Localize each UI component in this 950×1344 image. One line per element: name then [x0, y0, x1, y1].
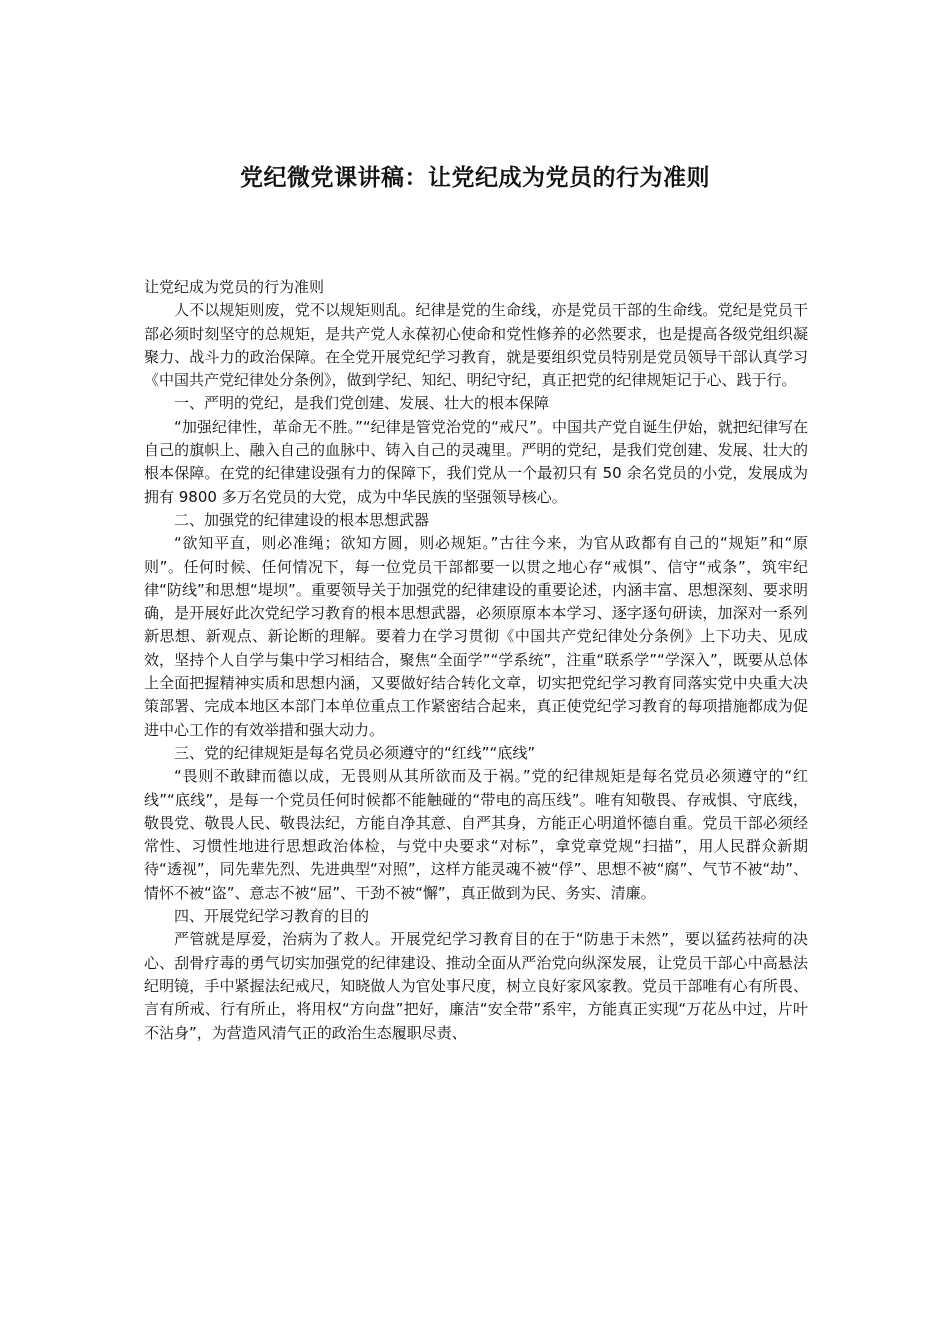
section-heading-3: 三、党的纪律规矩是每名党员必须遵守的“红线”“底线”: [174, 743, 536, 762]
paragraph-section-3: “畏则不敢肆而德以成，无畏则从其所欲而及于祸。”党的纪律规矩是每名党员必须遵守的“红线”“底线”，是每一个党员任何时候都不能触碰的“带电的高压线”。唯有知敬畏、存戒惧、守底线，敬畏党、敬畏人民、敬畏法纪，方能自净其意、自严其身，方能正心明道怀德自重。党员干部必须经常性、习惯性地进行思想政治体检，与党中央要求“对标”，拿党章党规“扫描”，用人民群众新期待“透视”，同先辈先烈、先进典型“对照”，这样方能灵魂不被“俘”、思想不被“腐”、气节不被“劫”、情怀不被“盗”、意志不被“屈”、干劲不被“懈”，真正做到为民、务实、清廉。: [144, 767, 808, 902]
document-title: 党纪微党课讲稿：让党纪成为党员的行为准则: [240, 165, 710, 191]
document-body: [144, 276, 808, 1045]
document-subtitle: 让党纪成为党员的行为准则: [144, 278, 325, 296]
section-heading-1: 一、严明的党纪，是我们党创建、发展、壮大的根本保障: [174, 394, 550, 413]
paragraph-section-1: “加强纪律性，革命无不胜。”“纪律是管党治党的“戒尺”。中国共产党自诞生伊始，就把纪律写在自己的旗帜上、融入自己的血脉中、铸入自己的灵魂里。严明的党纪，是我们党创建、发展、壮大的根本保障。在党的纪律建设强有力的保障下，我们党从一个最初只有 50 余名党员的小党，发展成为拥有 9800 多万名党员的大党，成为中华民族的坚强领导核心。: [144, 417, 808, 506]
section-heading-2: 二、加强党的纪律建设的根本思想武器: [174, 510, 430, 529]
section-heading-4: 四、开展党纪学习教育的目的: [174, 907, 370, 926]
paragraph-section-4: 严管就是厚爱，治病为了救人。开展党纪学习教育目的在于“防患于未然”，要以猛药祛疴的决心、刮骨疗毒的勇气切实加强党的纪律建设、推动全面从严治党向纵深发展，让党员干部心中高悬法纪明镜，手中紧握法纪戒尺，知晓做人为官处事尺度，树立良好家风家教。党员干部唯有心有所畏、言有所戒、行有所止，将用权“方向盘”把好，廉洁“安全带”系牢，方能真正实现“万花丛中过，片叶不沾身”，为营造风清气正的政治生态履职尽责、: [144, 930, 808, 1042]
paragraph-intro: 人不以规矩则废，党不以规矩则乱。纪律是党的生命线，亦是党员干部的生命线。党纪是党员干部必须时刻坚守的总规矩，是共产党人永葆初心使命和党性修养的必然要求，也是提高各级党组织凝聚力、战斗力的政治保障。在全党开展党纪学习教育，就是要组织党员特别是党员领导干部认真学习《中国共产党纪律处分条例》，做到学纪、知纪、明纪守纪，真正把党的纪律规矩记于心、践于行。: [144, 301, 808, 390]
paragraph-section-2: “欲知平直，则必准绳；欲知方圆，则必规矩。”古往今来，为官从政都有自己的“规矩”和“原则”。任何时候、任何情况下，每一位党员干部都要一以贯之地心存“戒惧”、信守“戒条”，筑牢纪律“防线”和思想“堤坝”。重要领导关于加强党的纪律建设的重要论述，内涵丰富、思想深刻、要求明确，是开展好此次党纪学习教育的根本思想武器，必须原原本本学习、逐字逐句研读，加深对一系列新思想、新观点、新论断的理解。要着力在学习贯彻《中国共产党纪律处分条例》上下功夫、见成效，坚持个人自学与集中学习相结合，聚焦“全面学”“学系统”，注重“联系学”“学深入”，既要从总体上全面把握精神实质和思想内涵，又要做好结合转化文章，切实把党纪学习教育同落实党中央重大决策部署、完成本地区本部门本单位重点工作紧密结合起来，真正使党纪学习教育的每项措施都成为促进中心工作的有效举措和强大动力。: [144, 534, 808, 739]
